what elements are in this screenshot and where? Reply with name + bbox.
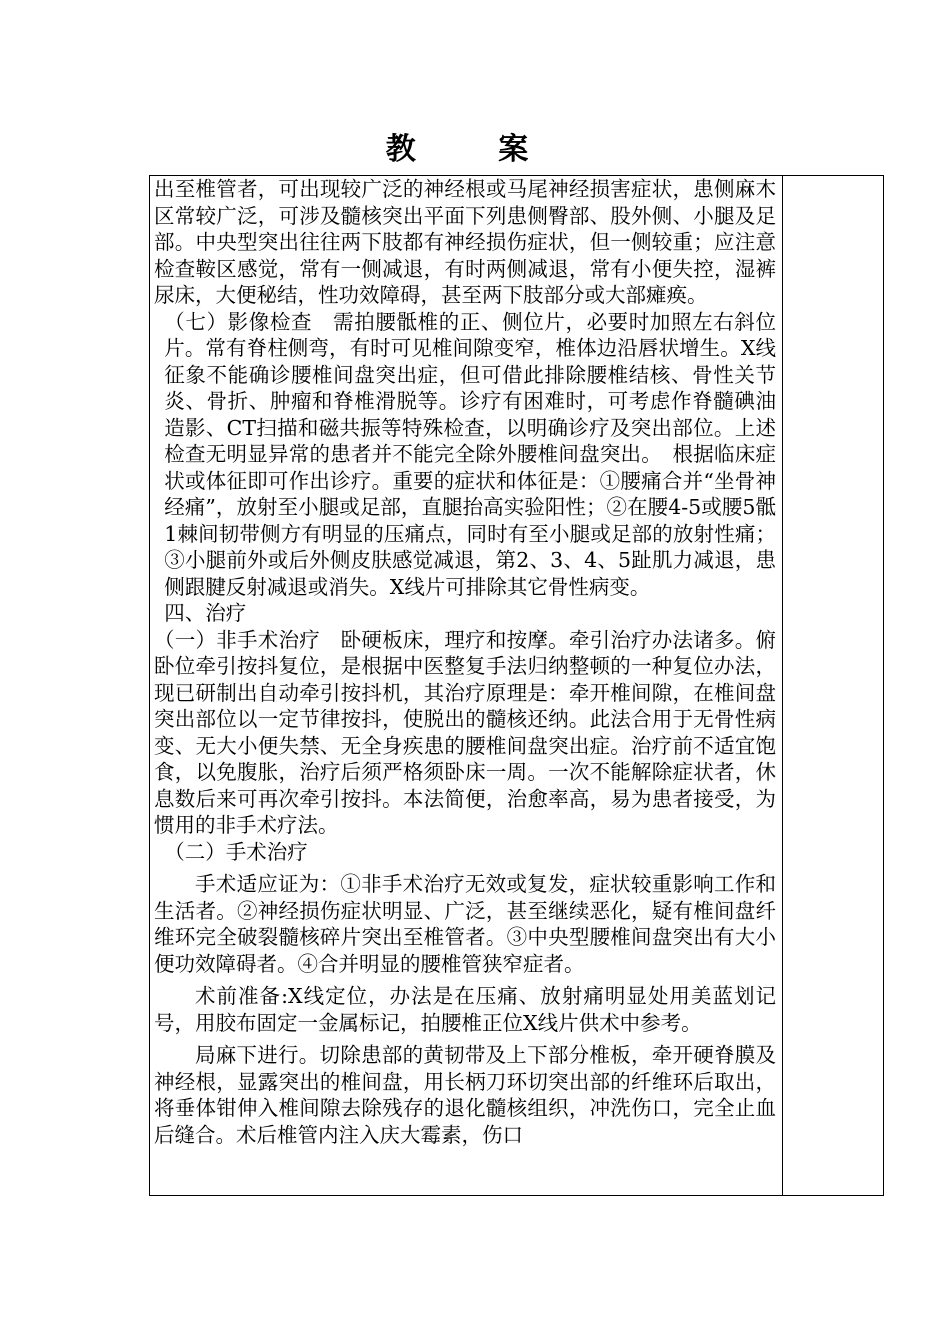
subheading-surgical: （二）手术治疗 bbox=[164, 839, 308, 864]
paragraph-nonsurgical: （一）非手术治疗 卧硬板床，理疗和按摩。牵引治疗办法诸多。俯卧位牵引按抖复位，是根据中医整复手法归纳整顿的一种复位办法，现已研制出自动牵引按抖机，其治疗原理是：牵开椎间隙，在椎间盘突出部位以一定节律按抖，使脱出的髓核还纳。此法合用于无骨性病变、无大小便失禁、无全身疾患的腰椎间盘突出症。治疗前不适宜饱食，以免腹胀，治疗后须严格须卧床一周。一次不能解除症状者，休息数后来可再次牵引按抖。本法简便，治愈率高，易为患者接受，为惯用的非手术疗法。 bbox=[154, 627, 776, 837]
main-content-cell bbox=[154, 176, 776, 1148]
lesson-plan-table bbox=[149, 175, 884, 1196]
section-heading-treatment: 四、治疗 bbox=[164, 601, 247, 625]
paragraph-preparation: 术前准备:X线定位，办法是在压痛、放射痛明显处用美蓝划记号，用胶布固定一金属标记，拍腰椎正位X线片供术中参考。 bbox=[154, 984, 776, 1035]
paragraph-indications: 手术适应证为：①非手术治疗无效或复发，症状较重影响工作和生活者。②神经损伤症状明显、广泛，甚至继续恶化，疑有椎间盘纤维环完全破裂髓核碎片突出至椎管者。③中央型腰椎间盘突出有大小便功效障碍者。④合并明显的腰椎管狭窄症者。 bbox=[154, 872, 776, 976]
column-divider bbox=[782, 176, 783, 1195]
paragraph-imaging: （七）影像检查 需拍腰骶椎的正、侧位片，必要时加照左右斜位片。常有脊柱侧弯，有时可见椎间隙变窄，椎体边沿唇状增生。X线征象不能确诊腰椎间盘突出症，但可借此排除腰椎结核、骨性关节炎、骨折、肿瘤和脊椎滑脱等。诊疗有困难时，可考虑作脊髓碘油造影、CT扫描和磁共振等特殊检查，以明确诊疗及突出部位。上述检查无明显异常的患者并不能完全除外腰椎间盘突出。 根据临床症状或体征即可作出诊疗。重要的症状和体征是：①腰痛合并“坐骨神经痛”，放射至小腿或足部，直腿抬高实验阳性；②在腰4-5或腰5骶1棘间韧带侧方有明显的压痛点，同时有至小腿或足部的放射性痛；③小腿前外或后外侧皮肤感觉减退，第2、3、4、5趾肌力减退，患侧跟腱反射减退或消失。X线片可排除其它骨性病变。 bbox=[164, 309, 776, 599]
paragraph-symptoms: 出至椎管者，可出现较广泛的神经根或马尾神经损害症状，患侧麻木区常较广泛，可涉及髓核突出平面下列患侧臀部、股外侧、小腿及足部。中央型突出往往两下肢都有神经损伤症状，但一侧较重；应注意检查鞍区感觉，常有一侧减退，有时两侧减退，常有小便失控，湿裤尿床，大便秘结，性功效障碍，甚至两下肢部分或大部瘫痪。 bbox=[154, 177, 776, 307]
paragraph-procedure: 局麻下进行。切除患部的黄韧带及上下部分椎板，牵开硬脊膜及神经根，显露突出的椎间盘，用长柄刀环切突出部的纤维环后取出，将垂体钳伸入椎间隙去除残存的退化髓核组织，冲洗伤口，完全止血后缝合。术后椎管内注入庆大霉素，伤口 bbox=[154, 1043, 776, 1147]
page-title: 教 案 bbox=[385, 132, 565, 167]
